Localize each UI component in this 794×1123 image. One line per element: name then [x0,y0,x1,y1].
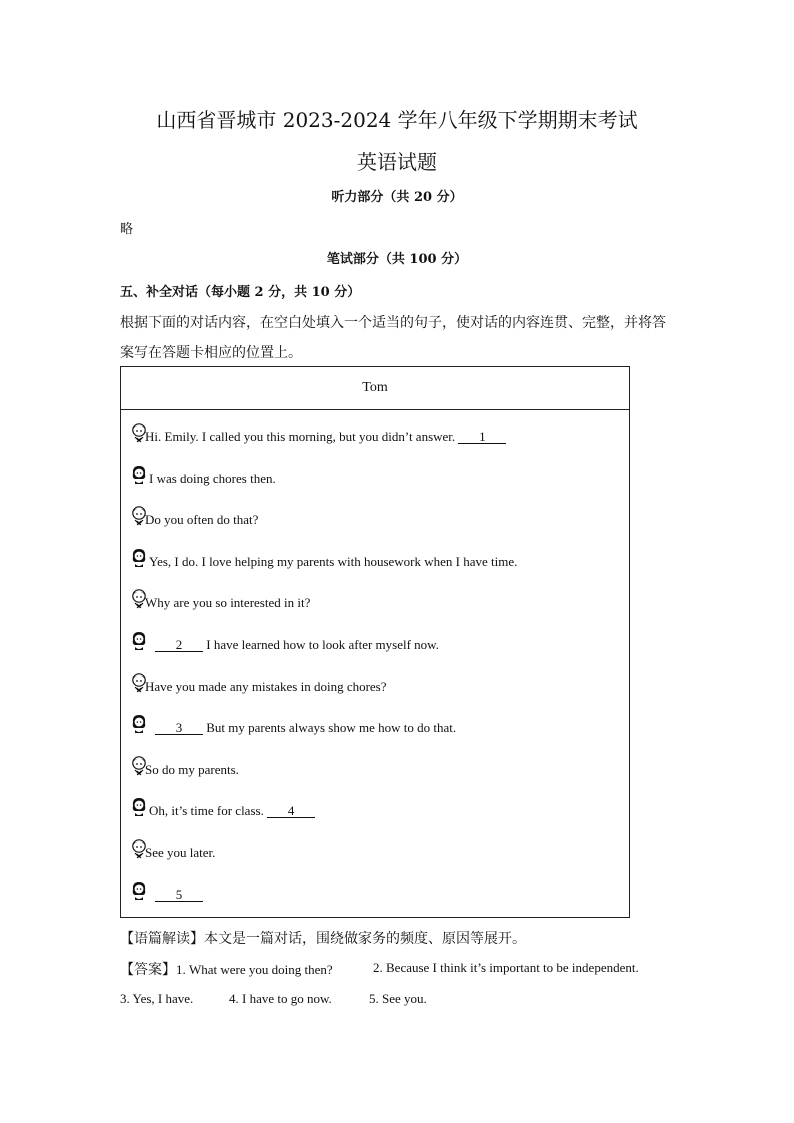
answer-1: 1. What were you doing then? [176,962,333,977]
girl-avatar-icon [131,797,147,817]
answer-4: 4. I have to go now. [229,991,332,1006]
dialogue-line [121,423,621,447]
dialogue-text [145,679,387,695]
analysis-row [120,928,526,948]
writing-section-title: 笔试部分（共 100 分） [326,252,468,267]
girl-avatar-icon [131,631,147,651]
page-title: 山西省晋城市 2023-2024 学年八年级下学期期末考试 [156,108,638,132]
dialogue-sentence: Yes, I do. I love helping my parents with housework when I have time. [149,553,518,569]
answer-blank: 2 [155,638,203,652]
dialogue-sentence: Have you made any mistakes in doing chores? [145,678,387,694]
page-subtitle: 英语试题 [357,150,437,174]
dialogue-line [121,714,621,738]
dialogue-line [121,839,621,863]
girl-avatar-icon [131,465,147,485]
dialogue-sentence: I have learned how to look after myself now. [206,637,439,652]
dialogue-line [121,756,621,780]
girl-avatar-icon [131,714,147,734]
dialogue-text [145,595,310,611]
dialogue-text [149,803,315,819]
dialogue-line [121,797,621,821]
dialogue-sentence: Hi. Emily. I called you this morning, but you didn’t answer. [145,429,456,444]
dialogue-text [145,762,239,778]
answer-2: 2. Because I think it’s important to be independent. [373,960,639,975]
answers-label: 【答案】 [120,962,176,978]
dialogue-sentence: Why are you so interested in it? [145,595,311,611]
girl-avatar-icon [131,548,147,568]
dialogue-line [121,548,621,572]
dialogue-text [155,887,203,903]
dialogue-line [121,673,621,697]
dialogue-line [121,881,621,905]
instruction-line-1: 根据下面的对话内容，在空白处填入一个适当的句子，使对话的内容连贯、完整，并将答 [120,315,666,331]
answer-5: 5. See you. [369,991,427,1006]
dialogue-text [155,720,456,736]
dialogue-text [145,429,506,445]
dialogue-sentence: See you later. [145,845,216,860]
dialogue-sentence: I was doing chores then. [149,470,276,486]
answer-3: 3. Yes, I have. [120,991,194,1006]
analysis-label: 【语篇解读】 [120,931,204,947]
dialogue-line [121,631,621,655]
dialogue-text [155,637,439,653]
dialogue-line [121,589,621,613]
answer-blank: 5 [155,888,203,902]
dialogue-line [121,465,621,489]
dialogue-text [149,554,517,570]
answers-row-1 [120,959,333,979]
instruction-line-2: 案写在答题卡相应的位置上。 [120,345,302,361]
dialogue-table-header: Tom [121,367,629,410]
answer-blank: 3 [155,721,203,735]
answer-blank: 4 [267,804,315,818]
omitted-note: 略 [120,222,134,237]
dialogue-sentence: Oh, it’s time for class. [149,803,264,819]
analysis-text: 本文是一篇对话，围绕做家务的频度、原因等展开。 [204,931,526,947]
dialogue-text [145,512,258,528]
listening-section-title: 听力部分（共 20 分） [331,190,463,205]
dialogue-line [121,506,621,530]
dialogue-sentence: Do you often do that? [145,512,259,528]
section-heading: 五、补全对话（每小题 2 分，共 10 分） [120,285,361,300]
dialogue-sentence: But my parents always show me how to do that. [206,720,457,736]
answer-blank: 1 [458,430,506,444]
dialogue-text [149,471,276,487]
dialogue-sentence: So do my parents. [145,761,239,777]
dialogue-table [120,366,630,918]
girl-avatar-icon [131,881,147,901]
dialogue-text [145,845,215,861]
